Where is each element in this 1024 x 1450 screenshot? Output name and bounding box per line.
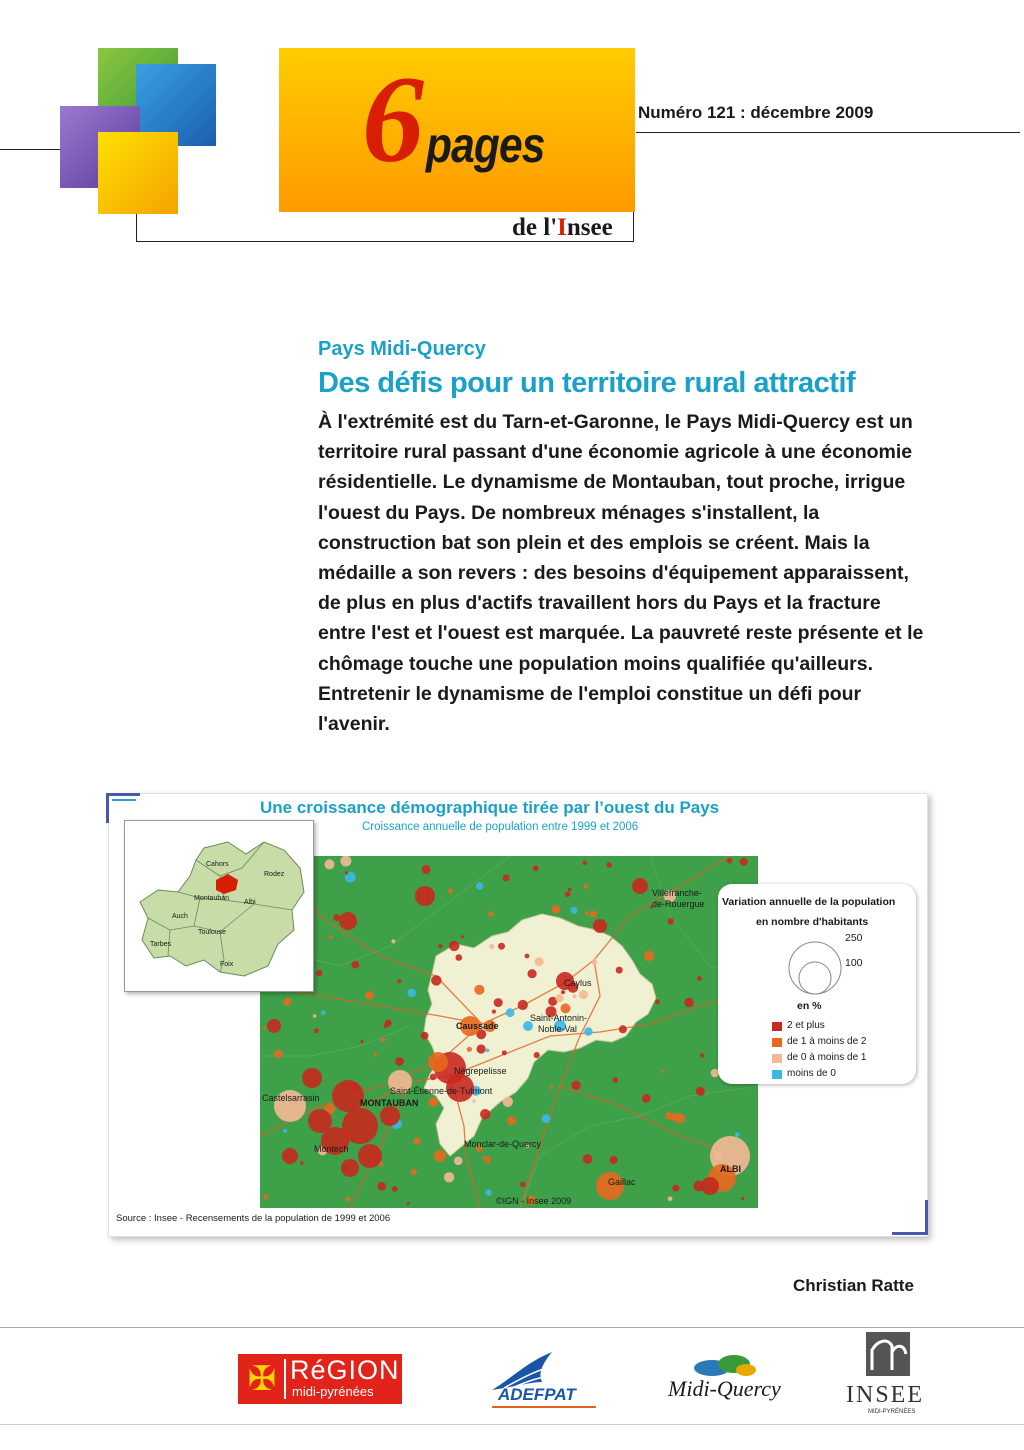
- commune-symbol-39: [474, 985, 484, 995]
- commune-symbol-155: [358, 1144, 382, 1168]
- commune-symbol-128: [428, 1097, 438, 1107]
- commune-symbol-43: [503, 1097, 513, 1107]
- commune-symbol-0: [502, 1050, 507, 1055]
- commune-symbol-132: [492, 1010, 496, 1014]
- commune-symbol-97: [561, 1003, 571, 1013]
- header-rule-vertical-right: [633, 212, 634, 242]
- commune-symbol-33: [568, 888, 572, 892]
- commune-symbol-107: [684, 998, 693, 1007]
- commune-symbol-41: [584, 1027, 592, 1035]
- commune-symbol-9: [528, 969, 537, 978]
- commune-symbol-121: [606, 862, 612, 868]
- article-author: Christian Ratte: [793, 1276, 914, 1295]
- commune-symbol-179: [701, 1177, 719, 1195]
- commune-symbol-157: [380, 1106, 400, 1126]
- commune-symbol-161: [428, 1052, 448, 1072]
- header-rule-right: [636, 132, 1020, 133]
- commune-symbol-49: [585, 911, 589, 915]
- commune-symbol-30: [503, 874, 510, 881]
- commune-symbol-7: [467, 1047, 472, 1052]
- adefpat-word: ADEFPAT: [498, 1385, 576, 1404]
- town-montauban: MONTAUBAN: [360, 1098, 419, 1108]
- commune-symbol-125: [449, 941, 459, 951]
- commune-symbol-8: [345, 1197, 350, 1202]
- commune-symbol-45: [476, 882, 483, 889]
- commune-symbol-66: [397, 979, 401, 983]
- legend-size-circles: [780, 928, 850, 998]
- commune-symbol-102: [616, 967, 623, 974]
- map-copyright: ©IGN - Insee 2009: [496, 1196, 572, 1206]
- commune-symbol-57: [422, 865, 431, 874]
- commune-symbol-4: [590, 911, 597, 918]
- logo-de-linsee: [512, 214, 613, 242]
- commune-symbol-80: [550, 1086, 554, 1090]
- commune-symbol-124: [591, 959, 597, 965]
- commune-symbol-145: [740, 858, 748, 866]
- commune-symbol-20: [533, 865, 539, 871]
- commune-symbol-127: [668, 1196, 673, 1201]
- legend-title-line2: en nombre d'habitants: [756, 916, 869, 928]
- commune-symbol-104: [472, 1099, 476, 1103]
- issue-number: Numéro 121 : décembre 2009: [638, 103, 874, 122]
- commune-symbol-73: [444, 1172, 454, 1182]
- town-albi: ALBI: [720, 1164, 741, 1174]
- commune-symbol-47: [506, 1008, 515, 1017]
- commune-symbol-12: [555, 994, 563, 1002]
- commune-symbol-147: [644, 951, 654, 961]
- commune-symbol-59: [461, 935, 464, 938]
- commune-symbol-96: [489, 944, 494, 949]
- inset-montauban: Montauban: [194, 895, 230, 902]
- town-saint-etienne: Saint-Étienne-de-Tulmont: [390, 1086, 493, 1096]
- adefpat-logo: [468, 1348, 608, 1410]
- commune-symbol-68: [395, 1057, 404, 1066]
- midi-quercy-logo: [664, 1352, 788, 1412]
- commune-symbol-171: [339, 912, 357, 930]
- commune-symbol-112: [377, 1182, 386, 1191]
- legend-swatch-2: [772, 1038, 782, 1047]
- commune-symbol-74: [483, 1155, 487, 1159]
- legend-circle-small: [799, 962, 831, 994]
- commune-symbol-173: [593, 919, 607, 933]
- legend-size-value-large: 250: [845, 932, 863, 944]
- commune-symbol-37: [300, 1161, 304, 1165]
- insee-word: INSEE: [846, 1382, 924, 1408]
- commune-symbol-175: [267, 1019, 281, 1033]
- commune-symbol-131: [283, 1129, 287, 1133]
- figure-corner-top-left-accent: [112, 799, 136, 801]
- inset-toulouse: Toulouse: [198, 929, 227, 936]
- commune-symbol-28: [345, 871, 348, 874]
- commune-symbol-138: [672, 1185, 679, 1192]
- insee-logo: [846, 1330, 930, 1422]
- commune-symbol-133: [438, 944, 442, 948]
- figure-corner-bottom-right-vertical: [925, 1200, 928, 1235]
- commune-symbol-70: [534, 1052, 540, 1058]
- region-logo-word: RéGION: [290, 1355, 400, 1385]
- logo-square-yellow: [98, 132, 178, 214]
- commune-symbol-14: [283, 998, 291, 1006]
- commune-symbol-156: [302, 1068, 322, 1088]
- town-montech: Montech: [314, 1144, 349, 1154]
- commune-symbol-40: [518, 1000, 528, 1010]
- commune-symbol-55: [700, 1053, 704, 1057]
- header-rule-vertical: [136, 214, 137, 242]
- commune-symbol-139: [570, 907, 577, 914]
- inset-tarbes: Tarbes: [150, 941, 172, 948]
- commune-symbol-106: [407, 989, 416, 998]
- inset-map-midi-pyrenees: [124, 820, 312, 990]
- commune-symbol-13: [329, 935, 333, 939]
- commune-symbol-62: [619, 1025, 627, 1033]
- inset-auch: Auch: [172, 913, 188, 920]
- commune-symbol-38: [351, 961, 359, 969]
- commune-symbol-172: [632, 878, 648, 894]
- commune-symbol-64: [655, 1000, 660, 1005]
- commune-symbol-36: [612, 1077, 618, 1083]
- logo-insee-rest: nsee: [566, 214, 613, 241]
- legend-label-2: de 1 à moins de 2: [787, 1036, 867, 1047]
- legend-unit: en %: [797, 1000, 822, 1012]
- footer-divider-bottom: [0, 1424, 1024, 1425]
- legend-size-value-small: 100: [845, 957, 863, 969]
- figure-source: Source : Insee - Recensements de la population de 1999 et 2006: [116, 1213, 391, 1224]
- region-logo-sub: midi-pyrénées: [292, 1384, 374, 1399]
- commune-symbol-166: [282, 1148, 298, 1164]
- figure-subtitle: Croissance annuelle de population entre 1999 et 2006: [362, 821, 639, 833]
- commune-symbol-72: [561, 990, 565, 994]
- occitan-cross-icon: ✠: [247, 1360, 277, 1398]
- town-caylus: Caylus: [564, 978, 592, 988]
- commune-symbol-141: [571, 1081, 580, 1090]
- commune-symbol-3: [584, 884, 589, 889]
- legend-circle-large: [789, 942, 841, 994]
- commune-symbol-154: [342, 1108, 378, 1144]
- commune-symbol-34: [494, 998, 503, 1007]
- commune-symbol-50: [361, 1040, 364, 1043]
- commune-symbol-61: [525, 954, 530, 959]
- legend-label-3: de 0 à moins de 1: [787, 1052, 867, 1063]
- commune-symbol-54: [668, 918, 674, 924]
- commune-symbol-137: [421, 1032, 429, 1040]
- article-region: Pays Midi-Quercy: [318, 338, 486, 360]
- commune-symbol-10: [431, 975, 441, 985]
- population-growth-map: [260, 856, 758, 1208]
- commune-symbol-113: [573, 995, 577, 999]
- commune-symbol-88: [552, 905, 561, 914]
- commune-symbol-101: [456, 954, 463, 961]
- commune-symbol-143: [542, 1114, 551, 1123]
- header-rule-left: [0, 149, 60, 150]
- commune-symbol-122: [507, 1116, 516, 1125]
- commune-symbol-170: [415, 886, 435, 906]
- commune-symbol-21: [365, 991, 374, 1000]
- commune-symbol-6: [321, 1011, 326, 1016]
- logo-word-pages: pages: [426, 117, 545, 173]
- commune-symbol-109: [430, 1074, 437, 1081]
- town-caussade: Caussade: [456, 1021, 499, 1031]
- commune-symbol-95: [696, 1087, 705, 1096]
- commune-symbol-56: [498, 943, 505, 950]
- town-villefranche-1: Villefranche-: [652, 888, 702, 898]
- commune-symbol-53: [411, 1169, 417, 1175]
- commune-symbol-27: [583, 1154, 593, 1164]
- commune-symbol-35: [480, 1109, 490, 1119]
- town-monclar: Monclar-de-Quercy: [464, 1139, 542, 1149]
- logo-insee-initial: I: [557, 214, 567, 241]
- inset-albi: Albi: [244, 899, 256, 906]
- commune-symbol-117: [373, 1053, 377, 1057]
- insee-emblem-icon: [864, 1330, 912, 1380]
- commune-symbol-84: [340, 856, 351, 867]
- inset-cahors: Cahors: [206, 861, 229, 868]
- commune-symbol-111: [263, 1194, 268, 1199]
- inset-rodez: Rodez: [264, 871, 285, 878]
- commune-symbol-94: [414, 1137, 421, 1144]
- commune-symbol-77: [661, 1070, 664, 1073]
- commune-symbol-78: [488, 911, 493, 916]
- logo-de: de l': [512, 214, 558, 241]
- inset-foix: Foix: [220, 961, 234, 968]
- legend-swatch-1: [772, 1022, 782, 1031]
- commune-symbol-91: [520, 1182, 526, 1188]
- commune-symbol-126: [727, 858, 733, 864]
- commune-symbol-46: [579, 990, 588, 999]
- commune-symbol-42: [485, 1190, 491, 1196]
- commune-symbol-110: [448, 889, 453, 894]
- commune-symbol-146: [741, 1197, 744, 1200]
- article-intro: À l'extrémité est du Tarn-et-Garonne, le Pays Midi-Quercy est un territoire rural passant d'une économie agricole à une économie résidentielle. Le dynamisme de Montauban, tout proche, irrigue l'ouest du Pays. De nombreux ménages s'installent, la construction bat son plein et des emplois se créent. Mais la médaille a son revers : des besoins d'équipement apparaissent, de plus en plus d'actifs travaillent hors du Pays et la fracture entre l'est et l'ouest est marquée. La pauvreté reste présente et le chômage touche une population moins qualifiée qu'ailleurs. Entretenir le dynamisme de l'emploi constitue un défi pour l'avenir.: [318, 411, 924, 736]
- commune-symbol-81: [263, 1026, 266, 1029]
- commune-symbol-82: [565, 892, 570, 897]
- region-midi-pyrenees-logo: [238, 1354, 402, 1404]
- commune-symbol-22: [392, 1186, 398, 1192]
- figure-corner-top-left: [106, 793, 140, 796]
- insee-sub: MIDI-PYRÉNÉES: [868, 1409, 916, 1415]
- legend-label-4: moins de 0: [787, 1068, 836, 1079]
- commune-symbol-142: [609, 1156, 617, 1164]
- town-gaillac: Gaillac: [608, 1177, 636, 1187]
- legend-label-1: 2 et plus: [787, 1020, 825, 1031]
- commune-symbol-103: [477, 1044, 486, 1053]
- commune-symbol-105: [735, 1132, 740, 1137]
- town-saint-antonin-1: Saint-Antonin-: [530, 1013, 588, 1023]
- commune-symbol-114: [325, 859, 335, 869]
- town-negrepelisse: Nègrepelisse: [454, 1066, 507, 1076]
- footer-divider: [0, 1327, 1024, 1328]
- commune-symbol-93: [316, 970, 322, 976]
- commune-symbol-79: [381, 1037, 386, 1042]
- legend-title-line1: Variation annuelle de la population: [722, 896, 896, 908]
- figure-corner-bottom-right: [892, 1232, 928, 1235]
- legend-swatch-4: [772, 1070, 782, 1079]
- commune-symbol-75: [697, 976, 702, 981]
- commune-symbol-115: [583, 861, 587, 865]
- town-villefranche-2: de-Rouergue: [652, 899, 705, 909]
- adefpat-underline: [492, 1406, 596, 1408]
- commune-symbol-58: [486, 1049, 490, 1053]
- commune-symbol-140: [384, 1024, 388, 1028]
- town-saint-antonin-2: Noble-Val: [538, 1024, 577, 1034]
- commune-symbol-165: [341, 1159, 359, 1177]
- commune-symbol-98: [314, 1028, 319, 1033]
- figure-corner-top-left-vertical: [106, 793, 109, 823]
- figure-title: Une croissance démographique tirée par l’ouest du Pays: [260, 798, 720, 817]
- town-castelsarrasin: Castelsarrasin: [262, 1093, 320, 1103]
- commune-symbol-119: [274, 1050, 283, 1059]
- commune-symbol-17: [391, 939, 395, 943]
- commune-symbol-130: [669, 1113, 677, 1121]
- commune-symbol-129: [535, 957, 544, 966]
- commune-symbol-116: [407, 1202, 410, 1205]
- commune-symbol-144: [454, 1157, 463, 1166]
- commune-symbol-100: [313, 1014, 317, 1018]
- region-logo-separator: [284, 1359, 286, 1399]
- midi-quercy-word: Midi-Quercy: [668, 1376, 781, 1401]
- commune-symbol-176: [434, 1150, 446, 1162]
- logo-number: 6: [362, 51, 424, 188]
- legend-swatch-3: [772, 1054, 782, 1063]
- commune-symbol-99: [642, 1094, 651, 1103]
- article-title: Des défis pour un territoire rural attractif: [318, 367, 856, 399]
